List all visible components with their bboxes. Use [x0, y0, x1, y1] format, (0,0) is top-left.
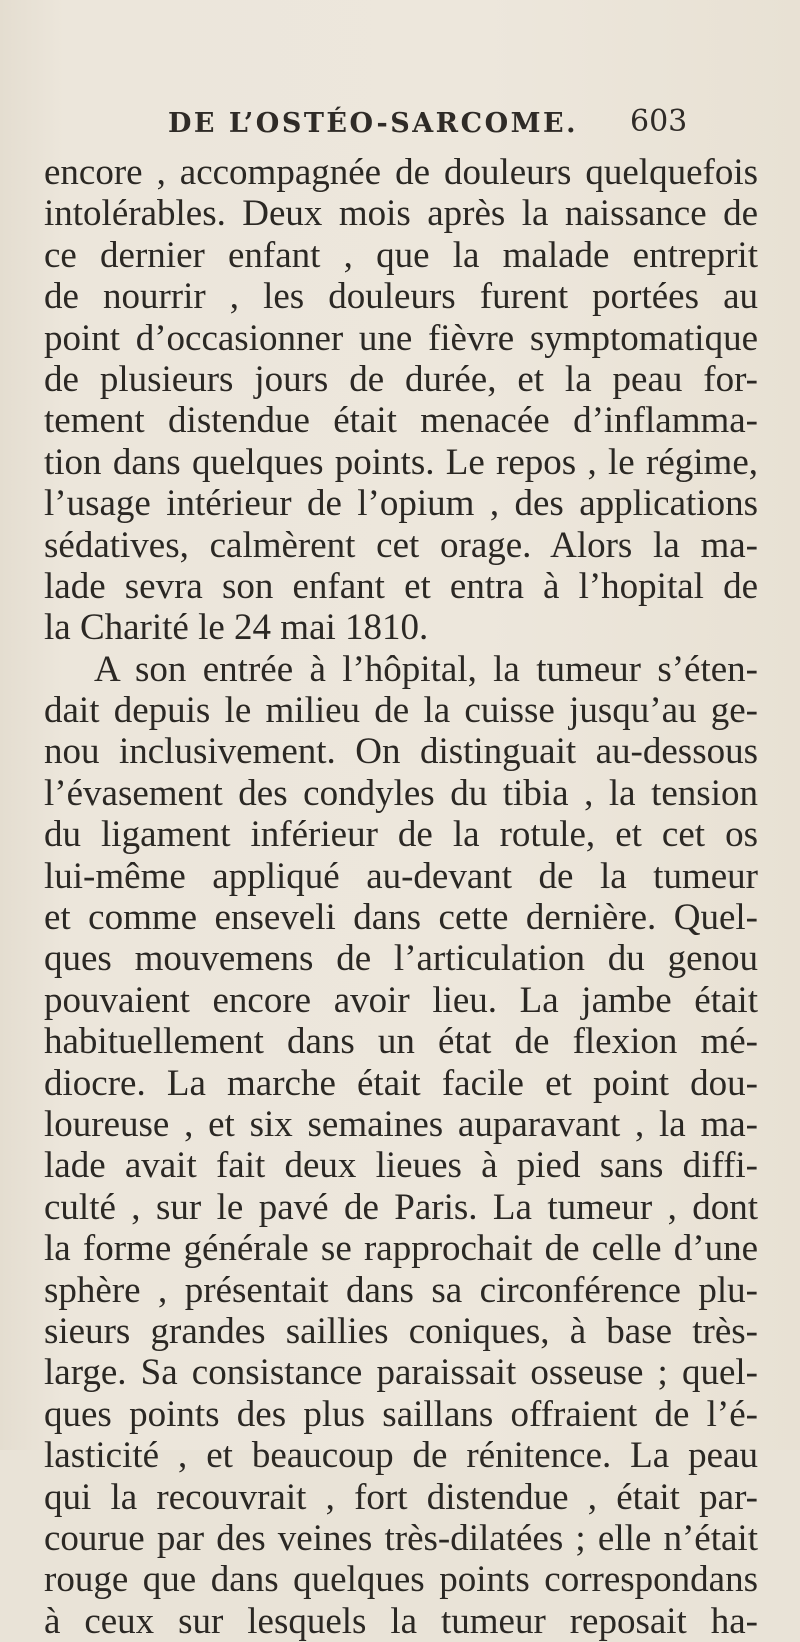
- text-line: encore , accompagnée de douleurs quelquefois: [44, 152, 758, 193]
- text-line: sédatives, calmèrent cet orage. Alors la ma-: [44, 524, 758, 566]
- text-line: intolérables. Deux mois après la naissance de: [44, 193, 758, 235]
- text-line: l’évasement des condyles du tibia , la tension: [44, 772, 758, 814]
- text-line: lade avait fait deux lieues à pied sans diffi-: [44, 1145, 758, 1187]
- text-line: l’usage intérieur de l’opium , des applications: [44, 483, 758, 525]
- text-line: du ligament inférieur de la rotule, et cet os: [44, 814, 758, 856]
- text-line: la forme générale se rapprochait de celle d’une: [44, 1228, 758, 1270]
- text-line: pouvaient encore avoir lieu. La jambe était: [44, 979, 758, 1021]
- text-line: dait depuis le milieu de la cuisse jusqu’au ge-: [44, 690, 758, 732]
- text-line: point d’occasionner une fièvre symptomatique: [44, 317, 758, 359]
- text-line: ques mouvemens de l’articulation du genou: [44, 938, 758, 980]
- text-line: habituellement dans un état de flexion mé-: [44, 1021, 758, 1063]
- text-line: lui-même appliqué au-devant de la tumeur: [44, 855, 758, 897]
- text-line: culté , sur le pavé de Paris. La tumeur , dont: [44, 1186, 758, 1228]
- text-line: qui la recouvrait , fort distendue , était par-: [44, 1476, 758, 1518]
- text-line: et comme enseveli dans cette dernière. Quel-: [44, 897, 758, 939]
- text-line: tement distendue était menacée d’inflamma-: [44, 400, 758, 442]
- text-line: nou inclusivement. On distinguait au-dessous: [44, 731, 758, 773]
- text-line: à ceux sur lesquels la tumeur reposait ha-: [44, 1600, 758, 1642]
- running-title: DE L’OSTÉO-SARCOME.: [168, 108, 578, 139]
- text-line: diocre. La marche était facile et point dou-: [44, 1062, 758, 1104]
- text-line: tion dans quelques points. Le repos , le régime,: [44, 441, 758, 483]
- text-line: ques points des plus saillans offraient de l’é-: [44, 1393, 758, 1435]
- running-head: [0, 104, 800, 148]
- text-line: la Charité le 24 mai 1810.: [44, 607, 429, 649]
- text-line: de nourrir , les douleurs furent portées au: [44, 276, 758, 318]
- text-line: ce dernier enfant , que la malade entreprit: [44, 234, 758, 276]
- text-line: large. Sa consistance paraissait osseuse ; quel-: [44, 1352, 758, 1394]
- text-line: lade sevra son enfant et entra à l’hopital de: [44, 565, 758, 607]
- text-line: courue par des veines très-dilatées ; elle n’était: [44, 1517, 758, 1559]
- body-text: [44, 152, 758, 1642]
- text-line: sphère , présentait dans sa circonférence plu-: [44, 1269, 758, 1311]
- text-line: sieurs grandes saillies coniques, à base très-: [44, 1310, 758, 1352]
- text-line: de plusieurs jours de durée, et la peau for-: [44, 358, 758, 400]
- page-number: 603: [630, 104, 688, 139]
- text-line: lasticité , et beaucoup de rénitence. La peau: [44, 1435, 758, 1477]
- text-line: rouge que dans quelques points correspondans: [44, 1559, 758, 1601]
- text-line: A son entrée à l’hôpital, la tumeur s’éten-: [94, 648, 758, 690]
- text-line: loureuse , et six semaines auparavant , la ma-: [44, 1103, 758, 1145]
